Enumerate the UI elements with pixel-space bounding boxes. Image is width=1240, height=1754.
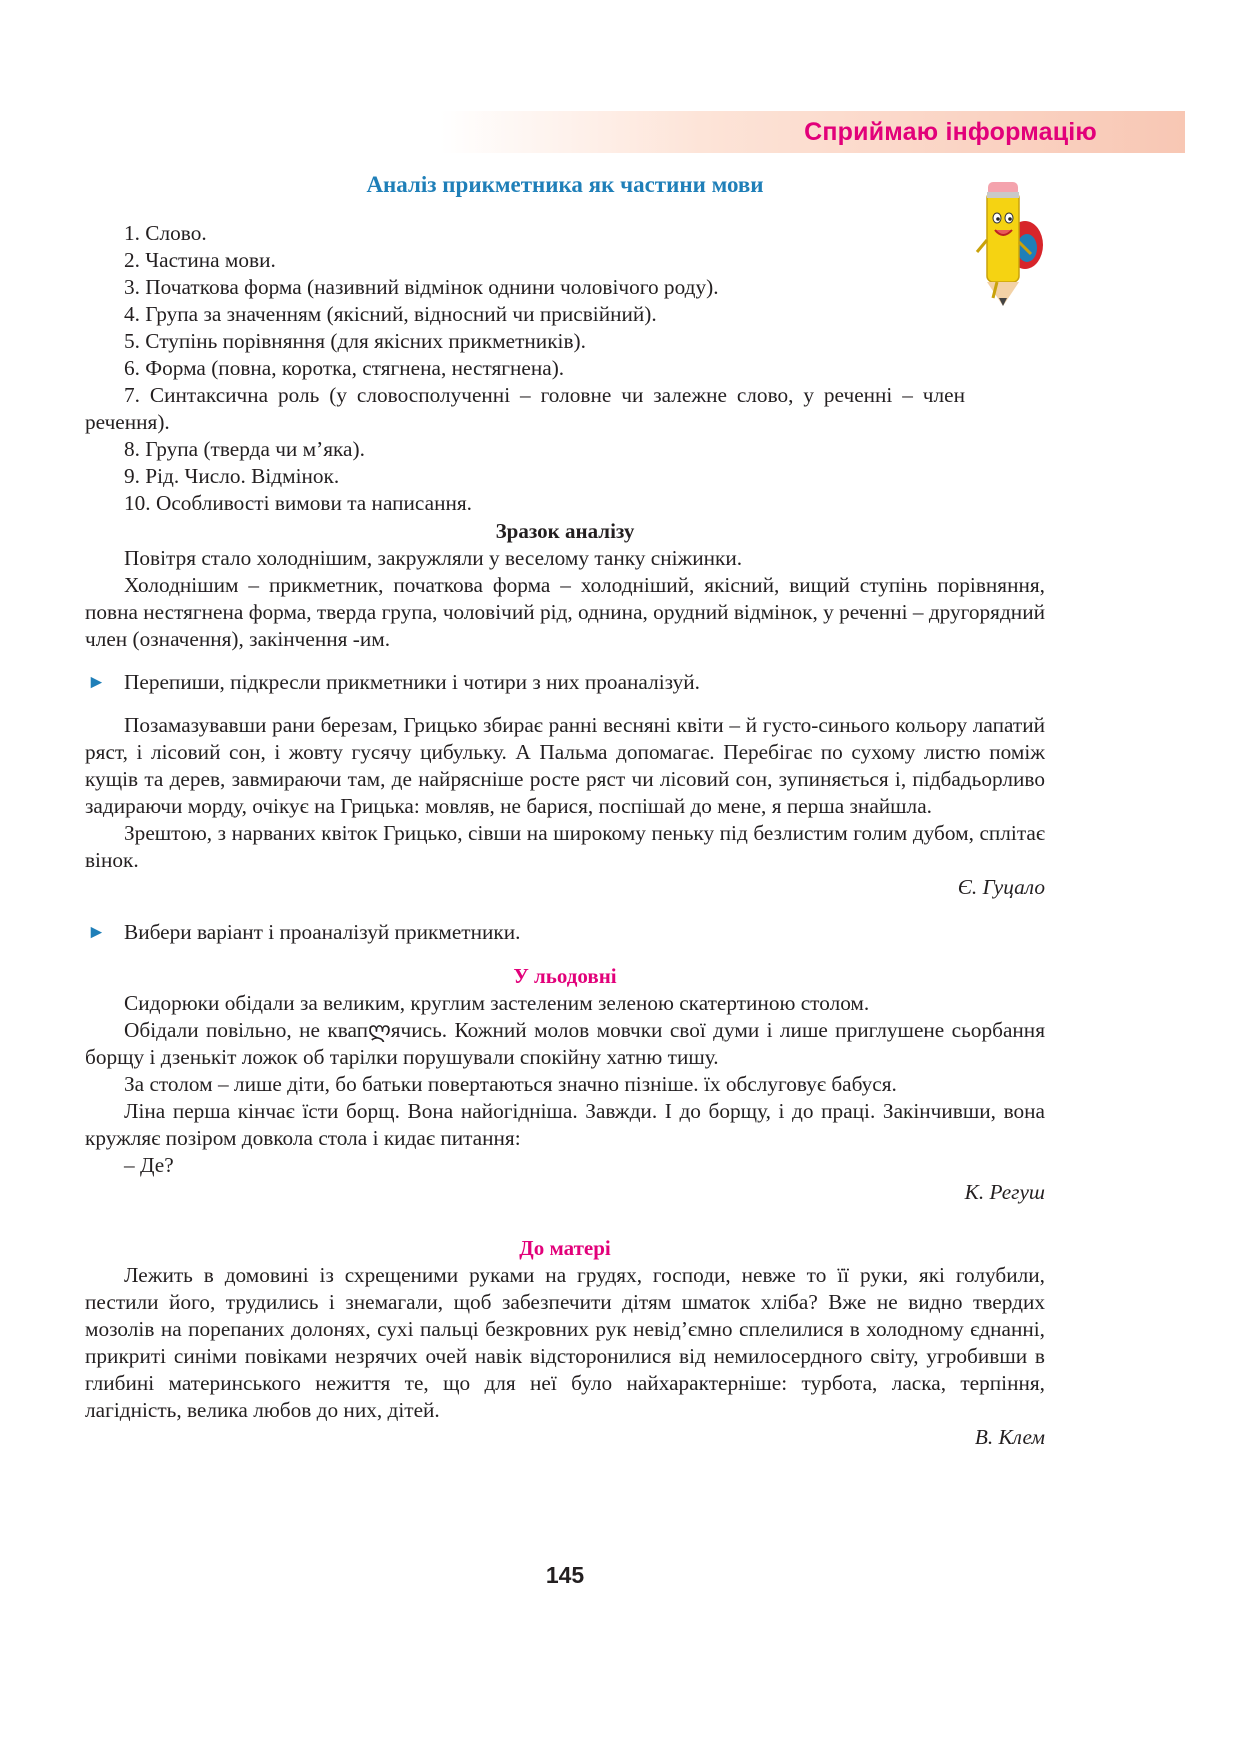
exercise-paragraph: Зрештою, з нарваних квіток Грицько, сівши на широкому пеньку під безлистим голим дубом, сплітає вінок. (85, 821, 1045, 872)
list-item: 1. Слово. (124, 221, 207, 245)
analysis-title: Аналіз прикметника як частини мови (366, 172, 764, 197)
list-item: 10. Особливості вимови та написання. (124, 491, 472, 515)
list-item: 6. Форма (повна, коротка, стягнена, нестягнена). (124, 356, 565, 380)
list-item: 3. Початкова форма (називний відмінок однини чоловічого роду). (124, 275, 719, 299)
section-banner-label: Сприймаю інформацію (804, 118, 1097, 146)
author: Є. Гуцало (957, 875, 1045, 899)
task-instruction-1 (85, 669, 1045, 696)
page-content (85, 170, 1045, 1451)
analysis-list (85, 220, 965, 517)
variant-title: У льодовні (513, 964, 617, 988)
variant-paragraph: За столом – лише діти, бо батьки повертаються значно пізніше. їх обслуговує бабуся. (124, 1072, 897, 1096)
task-text: Перепиши, підкресли прикметники і чотири з них проаналізуй. (124, 670, 700, 694)
exercise-paragraph: Позамазувавши рани березам, Грицько збирає ранні весняні квіти – й густо-синього кольору лапатий ряст, і лісовий сон, і жовту гусячу цибульку. А Пальма допомагає. Перебігає по сухому листю поміж кущів та дерев, завмираючи там, де найрясніше росте ряст чи лісовий сон, зупиняється і, підбадьорливо задираючи морду, очікує на Грицька: мовляв, не барися, поспішай до мене, я перша знайшла. (85, 713, 1045, 818)
list-item: 7. Синтаксична роль (у словосполученні – головне чи залежне слово, у реченні – член речення). (85, 383, 965, 434)
task-text: Вибери варіант і проаналізуй прикметники. (124, 920, 521, 944)
triangle-bullet-icon: ► (87, 922, 106, 943)
variant-paragraph: Лежить в домовині із схрещеними руками на грудях, господи, невже то її руки, які голубили, пестили його, трудились і знемагали, щоб забезпечити дітям шматок хліба? Вже не видно твердих мозолів на порепаних долонях, сухі пальці безкровних рук невід’ємно сплелилися в холодному єднанні, прикриті синіми повіками незрячих очей навік відсторонилися від немилосердного світу, угробивши в глибині материнського нежиття те, що для неї було найхарактерніше: турбота, ласка, терпіння, лагідність, велика любов до них, дітей. (85, 1263, 1045, 1422)
variant-paragraph: – Де? (124, 1153, 174, 1177)
sample-sentence: Повітря стало холоднішим, закружляли у веселому танку сніжинки. (124, 546, 743, 570)
author: К. Регуш (964, 1180, 1045, 1204)
author: В. Клем (974, 1425, 1045, 1449)
triangle-bullet-icon: ► (87, 672, 106, 693)
variant-paragraph: Обідали повільно, не квапლячись. Кожний молов мовчки свої думи і лише приглушене сьорбання борщу і дзенькіт ложок об тарілки порушували спокійну хатню тишу. (85, 1018, 1045, 1069)
list-item: 8. Група (тверда чи м’яка). (124, 437, 365, 461)
section-banner (440, 111, 1185, 153)
variant-paragraph: Сидорюки обідали за великим, круглим застеленим зеленою скатертиною столом. (124, 991, 870, 1015)
sample-analysis: Холоднішим – прикметник, початкова форма – холодніший, якісний, вищий ступінь порівняння, повна нестягнена форма, тверда група, чоловічий рід, однина, орудний відмінок, у реченні – другорядний член (означення), закінчення -им. (85, 573, 1045, 651)
list-item: 5. Ступінь порівняння (для якісних прикметників). (124, 329, 586, 353)
page-number: 145 (545, 1562, 585, 1588)
variant-paragraph: Ліна перша кінчає їсти борщ. Вона найогідніша. Завжди. І до борщу, і до праці. Закінчивши, вона кружляє позіром довкола стола і кидає питання: (85, 1099, 1045, 1150)
list-item: 4. Група за значенням (якісний, відносний чи присвійний). (124, 302, 657, 326)
list-item: 2. Частина мови. (124, 248, 276, 272)
variant-title: До матері (519, 1236, 611, 1260)
sample-title: Зразок аналізу (495, 519, 635, 543)
task-instruction-2 (85, 919, 1045, 946)
list-item: 9. Рід. Число. Відмінок. (124, 464, 340, 488)
